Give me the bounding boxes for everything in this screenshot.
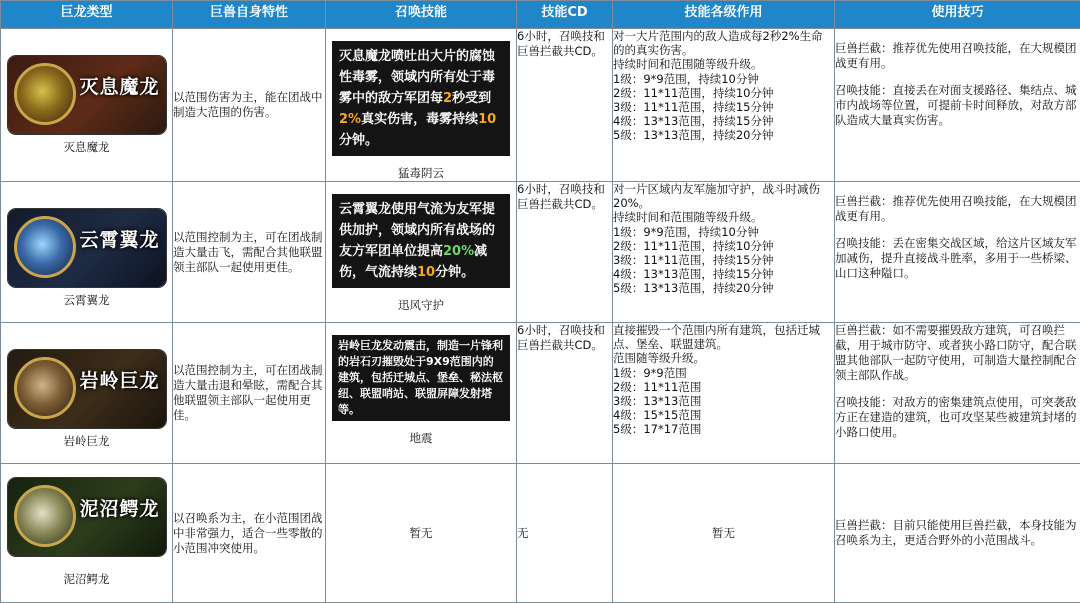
skill-name: 猛毒阴云 (326, 166, 516, 181)
level-line: 4级：13*13范围，持续15分钟 (613, 114, 834, 128)
summon-skill-cell (326, 323, 517, 464)
dragon-name: 泥沼鳄龙 (1, 572, 172, 587)
tip-paragraph: 召唤技能：丢在密集交战区域，给这片区域友军加减伤，提升直接战斗胜率，多用于一些桥梁、山口这种隘口。 (835, 236, 1080, 281)
level-line: 直接摧毁一个范围内所有建筑，包括迁城点、堡垒、联盟建筑。 (613, 323, 834, 351)
table-row (1, 323, 1080, 464)
dragon-banner-title: 泥沼鳄龙 (79, 502, 159, 517)
trait-cell: 以范围伤害为主，能在团战中制造大范围的伤害。 (173, 29, 326, 182)
level-effects-cell (613, 323, 835, 464)
skill-cd-cell: 6小时，召唤技和巨兽拦截共CD。 (517, 29, 613, 182)
dragon-banner-image (8, 56, 166, 134)
col-header-tips: 使用技巧 (835, 1, 1080, 29)
level-line: 3级：11*11范围，持续15分钟 (613, 100, 834, 114)
dragon-emblem-icon (14, 63, 76, 125)
level-line: 范围随等级升级。 (613, 351, 834, 365)
summon-skill-cell (326, 182, 517, 323)
col-header-skill-cd: 技能CD (517, 1, 613, 29)
level-line: 2级：11*11范围，持续10分钟 (613, 86, 834, 100)
level-line: 1级：9*9范围 (613, 366, 834, 380)
trait-cell: 以范围控制为主，可在团战制造大量击退和晕眩，需配合其他联盟领主部队一起使用更佳。 (173, 323, 326, 464)
table-row (1, 464, 1080, 603)
trait-cell: 以召唤系为主，在小范围团战中非常强力，适合一些零散的小范围冲突使用。 (173, 464, 326, 603)
dragon-banner-image (8, 209, 166, 287)
level-line: 2级：11*11范围 (613, 380, 834, 394)
skill-highlight: 20% (443, 244, 474, 259)
skill-highlight: 2% (339, 112, 361, 127)
level-line: 3级：11*11范围，持续15分钟 (613, 253, 834, 267)
tips-cell (835, 323, 1080, 464)
level-line: 2级：11*11范围，持续10分钟 (613, 239, 834, 253)
dragon-type-cell (1, 464, 173, 603)
tips-cell (835, 464, 1080, 603)
tip-paragraph: 巨兽拦截：推荐优先使用召唤技能，在大规模团战更有用。 (835, 194, 1080, 224)
level-line: 4级：13*13范围，持续15分钟 (613, 267, 834, 281)
skill-description-box (332, 41, 510, 156)
header-row (1, 1, 1080, 29)
skill-name: 迅风守护 (326, 298, 516, 313)
skill-highlight: 10 (417, 265, 435, 280)
dragon-emblem-icon (14, 485, 76, 547)
level-line: 1级：9*9范围，持续10分钟 (613, 225, 834, 239)
level-line: 4级：15*15范围 (613, 408, 834, 422)
skill-highlight: 2 (443, 91, 452, 106)
col-header-trait: 巨兽自身特性 (173, 1, 326, 29)
col-header-level-effects: 技能各级作用 (613, 1, 835, 29)
skill-cd-cell: 6小时，召唤技和巨兽拦截共CD。 (517, 323, 613, 464)
skill-name: 地震 (326, 431, 516, 446)
dragon-type-cell (1, 323, 173, 464)
skill-description-box (332, 194, 510, 288)
trait-cell: 以范围控制为主，可在团战制造大量击飞，需配合其他联盟领主部队一起使用更佳。 (173, 182, 326, 323)
skill-text: 分钟。 (339, 133, 378, 148)
level-line: 对一片区域内友军施加守护，战斗时减伤20%。 (613, 182, 834, 210)
dragon-type-cell (1, 182, 173, 323)
level-line: 5级：13*13范围，持续20分钟 (613, 281, 834, 295)
dragon-banner-image (8, 478, 166, 556)
tip-paragraph: 巨兽拦截：推荐优先使用召唤技能，在大规模团战更有用。 (835, 41, 1080, 71)
tip-paragraph: 召唤技能：对敌方的密集建筑点使用，可突袭敌方正在建造的建筑，也可攻坚某些被建筑封堵的小路口使用。 (835, 395, 1080, 440)
dragon-banner-title: 云霄翼龙 (79, 233, 159, 248)
skill-text: 真实伤害，毒雾持续 (361, 112, 478, 127)
skill-cd-cell: 6小时，召唤技和巨兽拦截共CD。 (517, 182, 613, 323)
level-line: 3级：13*13范围 (613, 394, 834, 408)
tip-paragraph: 召唤技能：直接丢在对面支援路径、集结点、城市内战场等位置，可提前卡时间释放，对敌方部队造成大量真实伤害。 (835, 83, 1080, 128)
level-line: 对一大片范围内的敌人造成每2秒2%生命的的真实伤害。 (613, 29, 834, 57)
level-line: 5级：17*17范围 (613, 422, 834, 436)
level-effects-cell (613, 182, 835, 323)
level-effects-cell (613, 29, 835, 182)
skill-text: 云霄翼龙使用气流为友军提供加护，领域内所有战场的友方军团单位提高 (339, 202, 495, 259)
skill-description-box: 岩岭巨龙发动震击，制造一片锋利的岩石刃摧毁处于9X9范围内的建筑，包括迁城点、堡垒、秘法枢纽、联盟哨站、联盟屏障发射塔等。 (332, 335, 510, 421)
skill-highlight: 10 (478, 112, 496, 127)
table-row (1, 29, 1080, 182)
tips-cell (835, 182, 1080, 323)
dragon-name: 灭息魔龙 (1, 140, 172, 155)
tip-paragraph: 巨兽拦截：目前只能使用巨兽拦截，本身技能为召唤系为主，更适合野外的小范围战斗。 (835, 518, 1080, 548)
skill-text: 灭息魔龙喷吐出大片的腐蚀性毒雾，领域内所有处于毒雾中的敌方军团每 (339, 49, 495, 106)
skill-cd-cell: 无 (517, 464, 613, 603)
dragon-banner-title: 灭息魔龙 (79, 80, 159, 95)
tip-paragraph: 巨兽拦截：如不需要摧毁敌方建筑，可召唤拦截，用于城市防守、或者狭小路口防守，配合联盟其他部队一起防守使用，可制造大量控制配合领主部队作战。 (835, 323, 1080, 383)
level-line: 持续时间和范围随等级升级。 (613, 210, 834, 224)
table-row (1, 182, 1080, 323)
level-effects-cell: 暂无 (613, 464, 835, 603)
dragon-emblem-icon (14, 216, 76, 278)
dragon-name: 岩岭巨龙 (1, 434, 172, 449)
skill-text: 秒受到 (452, 91, 491, 106)
dragon-banner-image (8, 350, 166, 428)
skill-text: 分钟。 (435, 265, 474, 280)
summon-skill-cell (326, 29, 517, 182)
dragon-name: 云霄翼龙 (1, 293, 172, 308)
tips-cell (835, 29, 1080, 182)
dragon-banner-title: 岩岭巨龙 (79, 374, 159, 389)
dragon-emblem-icon (14, 357, 76, 419)
level-line: 1级：9*9范围，持续10分钟 (613, 72, 834, 86)
summon-skill-cell: 暂无 (326, 464, 517, 603)
dragon-type-cell (1, 29, 173, 182)
col-header-dragon-type: 巨龙类型 (1, 1, 173, 29)
level-line: 持续时间和范围随等级升级。 (613, 57, 834, 71)
skill-text: 减伤，气流持续 (339, 244, 487, 280)
level-line: 5级：13*13范围，持续20分钟 (613, 128, 834, 142)
col-header-summon-skill: 召唤技能 (326, 1, 517, 29)
